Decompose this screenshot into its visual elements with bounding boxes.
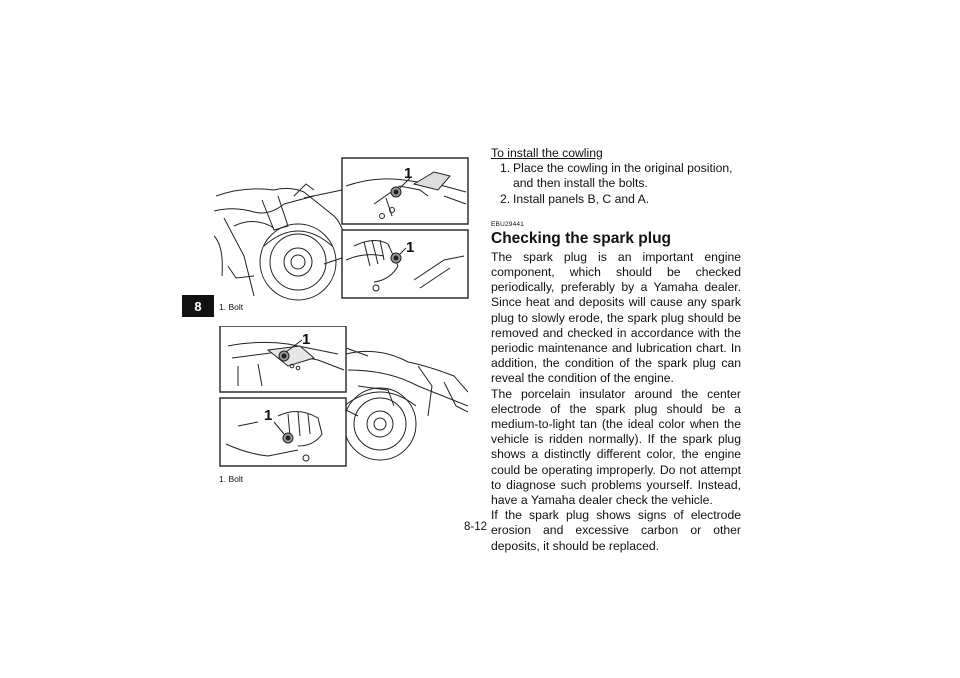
section-title: Checking the spark plug: [491, 229, 672, 247]
figure-cowling-right: [218, 326, 468, 468]
section-code: EBU29441: [491, 220, 525, 228]
figure-caption: 1. Bolt: [219, 302, 244, 312]
step-text: Place the cowling in the original position, and then install the bolts.: [513, 161, 733, 191]
callout-2-bottom: 1: [264, 407, 273, 424]
callout-2-top: 1: [302, 331, 311, 348]
vehicle-illustration-left: [214, 156, 470, 302]
install-cowling-title: To install the cowling: [491, 146, 603, 160]
list-item: [491, 192, 741, 207]
text-column: [491, 146, 741, 554]
paragraph: If the spark plug shows signs of electrode erosion and excessive carbon or other deposits, it should be replaced.: [491, 508, 741, 553]
figure-cowling-left: [214, 156, 470, 302]
callout-1-top: 1: [404, 165, 413, 182]
page-number: 8-12: [464, 521, 488, 533]
chapter-tab: 8: [182, 295, 214, 317]
step-number: 2.: [500, 191, 511, 206]
paragraph: The porcelain insulator around the center electrode of the spark plug should be a medium-to-light tan (the ideal color when the vehicle is ridden normally). If the spark plug shows a distinctly different color, the engine could be operating improperly. Do not attempt to diagnose such problems yourself. Instead, have a Yamaha dealer check the vehicle.: [491, 386, 741, 508]
paragraph: The spark plug is an important engine component, which should be checked periodically, preferably by a Yamaha dealer. Since heat and deposits will cause any spark plug to slowly erode, the spark plug should be removed and checked in accordance with the periodic maintenance and lubrication chart. In addition, the condition of the spark plug can reveal the condition of the engine.: [491, 249, 741, 386]
step-text: Install panels B, C and A.: [513, 191, 650, 206]
list-item: [491, 161, 741, 191]
install-steps: [491, 161, 741, 207]
vehicle-illustration-right: [218, 326, 468, 468]
callout-1-bottom: 1: [406, 239, 415, 256]
figure-caption: 1. Bolt: [219, 474, 244, 484]
step-number: 1.: [500, 161, 511, 176]
